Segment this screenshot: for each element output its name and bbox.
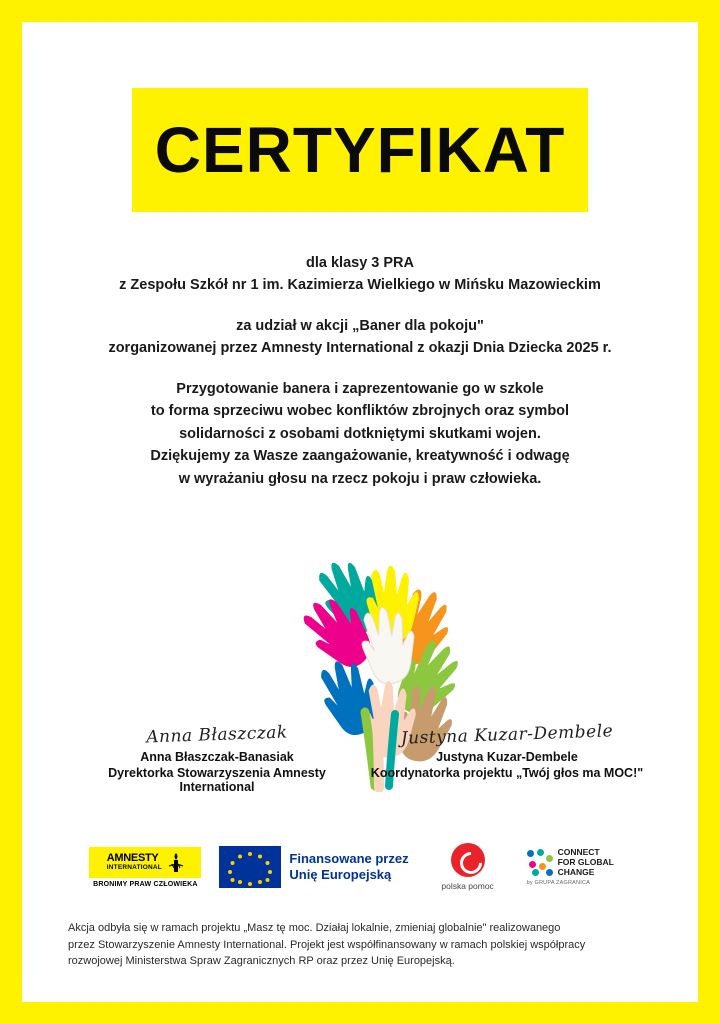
signature-name-left: Anna Błaszczak-Banasiak: [140, 750, 294, 764]
paragraph-recipient: [62, 252, 658, 297]
certificate-title-band: [132, 88, 588, 212]
description-line-4: Dziękujemy za Wasze zaangażowanie, kreatywność i odwagę: [150, 448, 570, 465]
occasion-line-2: zorganizowanej przez Amnesty International z okazji Dnia Dziecka 2025 r.: [108, 340, 612, 357]
eu-flag-icon: [219, 846, 281, 888]
description-line-2: to forma sprzeciwu wobec konfliktów zbrojnych oraz symbol: [150, 403, 570, 420]
signature-role-left: Dyrektorka Stowarzyszenia Amnesty International: [108, 766, 326, 794]
eu-funding-text: [289, 851, 408, 884]
signature-script-left: Anna Błaszczak: [145, 722, 289, 748]
connect-dots-icon: [527, 850, 553, 876]
cgc-line-1: CONNECT: [557, 847, 600, 858]
occasion-line-1: za udział w akcji „Baner dla pokoju": [236, 317, 484, 334]
footer-line-2: przez Stowarzyszenie Amnesty International. Projekt jest współfinansowany w ramach polskiej współpracy: [68, 938, 586, 951]
polska-pomoc-icon: [451, 843, 485, 877]
signature-name-right: Justyna Kuzar-Dembele: [436, 750, 578, 764]
cgc-line-2: FOR GLOBAL: [557, 857, 614, 868]
page-title: CERTYFIKAT: [154, 114, 566, 186]
signature-script-right: Justyna Kuzar-Dembele: [400, 721, 614, 749]
amnesty-logo-mark: [89, 847, 201, 878]
recipient-line-2: z Zespołu Szkół nr 1 im. Kazimierza Wielkiego w Mińsku Mazowieckim: [119, 277, 601, 294]
recipient-line-1: dla klasy 3 PRA: [306, 255, 414, 271]
description-line-5: w wyrażaniu głosu na rzecz pokoju i praw człowieka.: [178, 470, 542, 487]
amnesty-international-logo: [89, 847, 201, 888]
cgc-line-3: CHANGE: [557, 866, 595, 877]
logo-strip: [62, 832, 658, 902]
description-line-1: Przygotowanie banera i zaprezentowanie go w szkole: [176, 380, 544, 397]
amnesty-logo-words: [107, 853, 162, 871]
polska-pomoc-logo: [427, 843, 509, 891]
cgc-sub-label: by GRUPA ZAGRANICA: [526, 879, 590, 886]
certificate-inner: [22, 22, 698, 1002]
footer-line-1: Akcja odbyła się w ramach projektu „Masz tę moc. Działaj lokalnie, zmieniaj globalnie" realizowanego: [68, 922, 561, 934]
polska-pomoc-label: polska pomoc: [441, 881, 494, 891]
footer-line-3: rozwojowej Ministerstwa Spraw Zagranicznych RP oraz przez Unię Europejską.: [68, 955, 455, 967]
paragraph-occasion: [62, 315, 658, 360]
paragraph-description: [62, 378, 658, 490]
certificate-body: [62, 252, 658, 490]
connect-words: [558, 848, 614, 877]
signature-role-right: Koordynatorka projektu „Twój głos ma MOC!": [370, 766, 644, 780]
eu-line-1: Finansowane przez: [289, 850, 409, 866]
description-line-3: solidarności z osobami dotkniętymi skutkami wojen.: [179, 425, 541, 442]
amnesty-word-2: INTERNATIONAL: [106, 863, 162, 871]
connect-for-global-change-logo: [527, 848, 631, 885]
amnesty-word-1: AMNESTY: [106, 852, 159, 865]
signature-block-right: [362, 722, 652, 780]
european-union-logo: [219, 846, 408, 888]
eu-line-2: Unię Europejską: [289, 867, 392, 882]
amnesty-tagline: BRONIMY PRAW CZŁOWIEKA: [89, 878, 201, 888]
footer-note: [68, 920, 652, 970]
signature-section: [62, 722, 658, 812]
signature-block-left: [72, 722, 362, 794]
candle-barbed-wire-icon: [168, 852, 184, 874]
